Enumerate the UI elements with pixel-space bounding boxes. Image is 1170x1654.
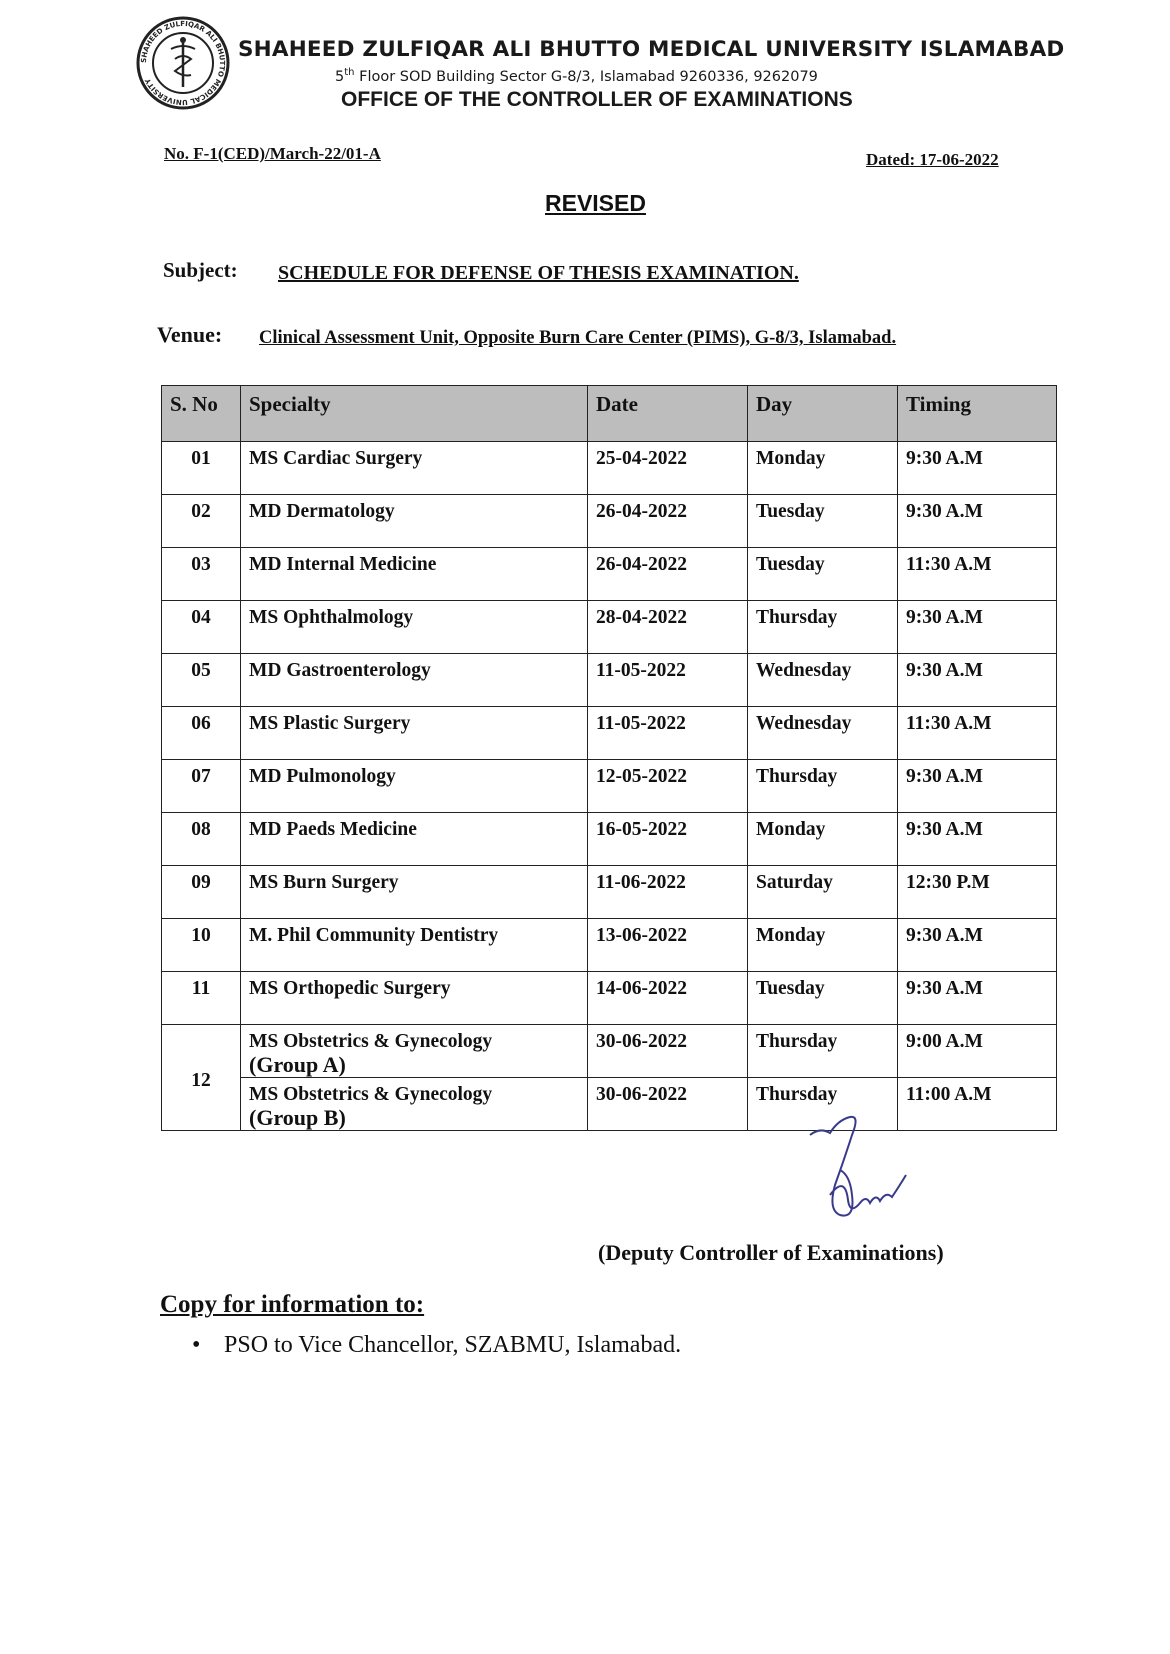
cell-day: Thursday xyxy=(748,1025,898,1078)
header-specialty: Specialty xyxy=(241,386,588,442)
cell-date: 14-06-2022 xyxy=(588,972,748,1025)
table-row xyxy=(162,1025,1057,1078)
header-timing: Timing xyxy=(898,386,1057,442)
cell-day: Thursday xyxy=(748,1078,898,1131)
venue-text: Clinical Assessment Unit, Opposite Burn Care Center (PIMS), G-8/3, Islamabad. xyxy=(259,328,897,348)
cell-day: Tuesday xyxy=(748,972,898,1025)
cell-date: 30-06-2022 xyxy=(588,1025,748,1078)
table-row xyxy=(162,654,1057,707)
copy-list xyxy=(192,1332,681,1359)
cell-timing: 11:30 A.M xyxy=(898,548,1057,601)
cell-timing: 11:00 A.M xyxy=(898,1078,1057,1131)
cell-specialty: M. Phil Community Dentistry xyxy=(241,919,588,972)
reference-number: No. F-1(CED)/March-22/01-A xyxy=(164,144,381,163)
cell-sno: 11 xyxy=(162,972,241,1025)
revised-heading: REVISED xyxy=(545,190,646,216)
university-seal-icon xyxy=(135,15,231,111)
cell-specialty: MS Obstetrics & Gynecology (Group A) xyxy=(241,1025,588,1078)
cell-day: Tuesday xyxy=(748,548,898,601)
cell-timing: 9:30 A.M xyxy=(898,919,1057,972)
cell-day: Wednesday xyxy=(748,707,898,760)
cell-timing: 9:30 A.M xyxy=(898,601,1057,654)
cell-date: 16-05-2022 xyxy=(588,813,748,866)
table-header-row xyxy=(162,386,1057,442)
university-name: SHAHEED ZULFIQAR ALI BHUTTO MEDICAL UNIVERSITY ISLAMABAD xyxy=(238,37,1065,62)
cell-specialty: MS Obstetrics & Gynecology (Group B) xyxy=(241,1078,588,1131)
table-row xyxy=(162,866,1057,919)
subject-label: Subject: xyxy=(163,258,238,282)
cell-date: 13-06-2022 xyxy=(588,919,748,972)
cell-timing: 9:30 A.M xyxy=(898,813,1057,866)
cell-sno: 01 xyxy=(162,442,241,495)
list-item xyxy=(192,1332,681,1359)
header-date: Date xyxy=(588,386,748,442)
cell-date: 25-04-2022 xyxy=(588,442,748,495)
cell-date: 11-05-2022 xyxy=(588,707,748,760)
cell-specialty: MS Burn Surgery xyxy=(241,866,588,919)
table-row xyxy=(162,442,1057,495)
seal-text: SHAHEED ZULFIQAR ALI BHUTTO MEDICAL UNIVERSITY xyxy=(139,19,227,107)
cell-day: Saturday xyxy=(748,866,898,919)
cell-date: 11-06-2022 xyxy=(588,866,748,919)
bullet-icon: • xyxy=(192,1332,201,1358)
cell-timing: 9:30 A.M xyxy=(898,654,1057,707)
cell-sno: 08 xyxy=(162,813,241,866)
table-row xyxy=(162,495,1057,548)
cell-sno: 06 xyxy=(162,707,241,760)
cell-specialty: MD Dermatology xyxy=(241,495,588,548)
table-row xyxy=(162,919,1057,972)
cell-sno: 09 xyxy=(162,866,241,919)
cell-specialty: MS Plastic Surgery xyxy=(241,707,588,760)
table-row xyxy=(162,760,1057,813)
cell-date: 11-05-2022 xyxy=(588,654,748,707)
cell-timing: 12:30 P.M xyxy=(898,866,1057,919)
cell-date: 12-05-2022 xyxy=(588,760,748,813)
cell-sno: 07 xyxy=(162,760,241,813)
cell-sno: 12 xyxy=(162,1025,241,1131)
cell-day: Wednesday xyxy=(748,654,898,707)
signatory-title: (Deputy Controller of Examinations) xyxy=(598,1240,944,1265)
document-date: Dated: 17-06-2022 xyxy=(866,150,999,169)
cell-specialty: MS Cardiac Surgery xyxy=(241,442,588,495)
table-row xyxy=(162,601,1057,654)
table-row xyxy=(162,707,1057,760)
cell-day: Monday xyxy=(748,813,898,866)
table-row xyxy=(162,548,1057,601)
copy-title: Copy for information to: xyxy=(160,1291,425,1318)
cell-day: Monday xyxy=(748,919,898,972)
cell-timing: 9:30 A.M xyxy=(898,442,1057,495)
cell-sno: 04 xyxy=(162,601,241,654)
venue-label: Venue: xyxy=(157,322,223,347)
cell-date: 28-04-2022 xyxy=(588,601,748,654)
schedule-table xyxy=(161,385,1057,1131)
header-sno: S. No xyxy=(162,386,241,442)
table-row xyxy=(162,972,1057,1025)
cell-timing: 9:30 A.M xyxy=(898,972,1057,1025)
cell-specialty: MD Internal Medicine xyxy=(241,548,588,601)
cell-date: 26-04-2022 xyxy=(588,548,748,601)
cell-day: Tuesday xyxy=(748,495,898,548)
table-row xyxy=(162,813,1057,866)
cell-sno: 03 xyxy=(162,548,241,601)
office-title: OFFICE OF THE CONTROLLER OF EXAMINATIONS xyxy=(341,88,853,111)
cell-timing: 11:30 A.M xyxy=(898,707,1057,760)
cell-day: Thursday xyxy=(748,601,898,654)
cell-date: 30-06-2022 xyxy=(588,1078,748,1131)
cell-specialty: MD Gastroenterology xyxy=(241,654,588,707)
cell-timing: 9:30 A.M xyxy=(898,495,1057,548)
cell-timing: 9:30 A.M xyxy=(898,760,1057,813)
cell-specialty: MD Paeds Medicine xyxy=(241,813,588,866)
cell-sno: 10 xyxy=(162,919,241,972)
handwritten-signature-icon xyxy=(800,1115,920,1245)
university-address: 5th Floor SOD Building Sector G-8/3, Islamabad 9260336, 9262079 xyxy=(335,67,818,85)
cell-specialty: MS Ophthalmology xyxy=(241,601,588,654)
cell-specialty: MS Orthopedic Surgery xyxy=(241,972,588,1025)
cell-sno: 05 xyxy=(162,654,241,707)
cell-timing: 9:00 A.M xyxy=(898,1025,1057,1078)
cell-date: 26-04-2022 xyxy=(588,495,748,548)
cell-specialty: MD Pulmonology xyxy=(241,760,588,813)
table-row xyxy=(162,1078,1057,1131)
cell-sno: 02 xyxy=(162,495,241,548)
subject-text: SCHEDULE FOR DEFENSE OF THESIS EXAMINATION. xyxy=(278,262,799,284)
copy-recipient: PSO to Vice Chancellor, SZABMU, Islamabad. xyxy=(224,1332,682,1358)
header-day: Day xyxy=(748,386,898,442)
cell-day: Monday xyxy=(748,442,898,495)
cell-day: Thursday xyxy=(748,760,898,813)
